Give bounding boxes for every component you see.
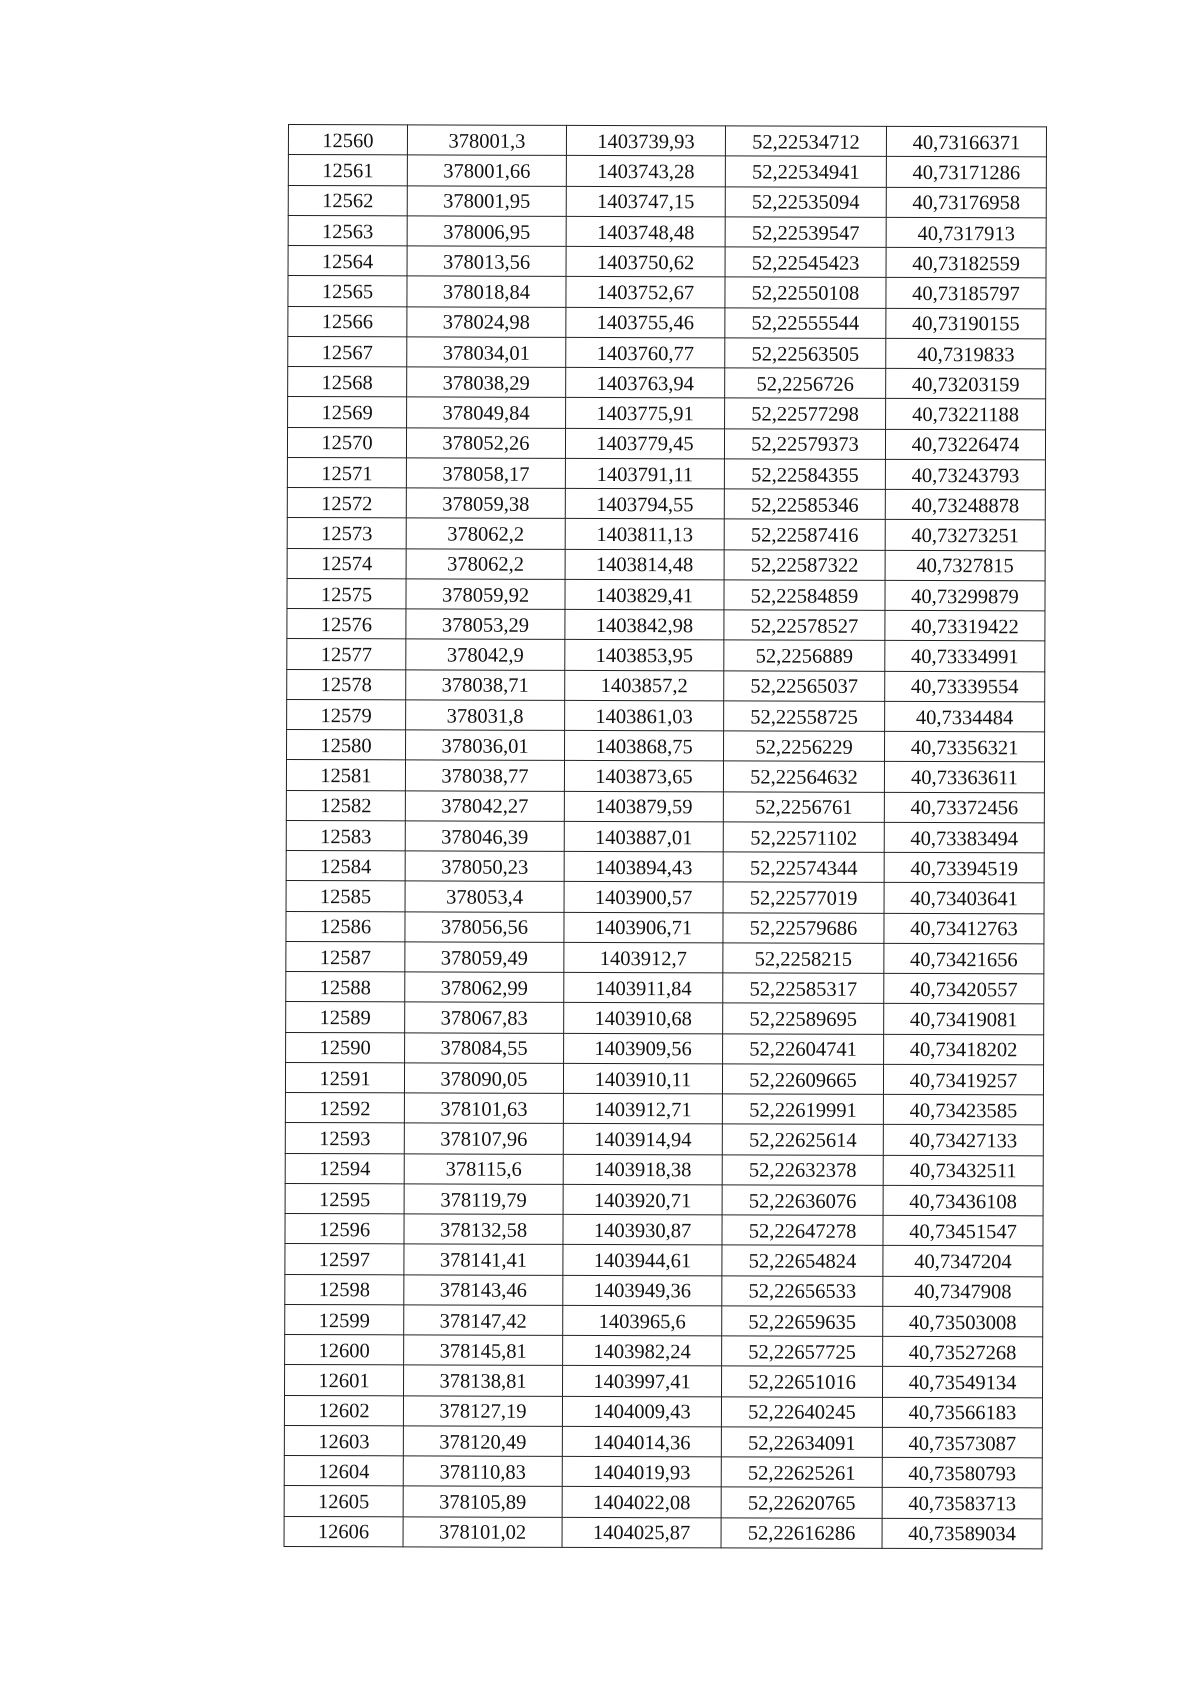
longitude-cell: 40,73339554	[885, 671, 1045, 702]
x-coordinate-cell: 378001,95	[407, 185, 566, 216]
point-number-cell: 12574	[287, 548, 406, 579]
latitude-cell: 52,22625614	[722, 1124, 883, 1155]
y-coordinate-cell: 1403779,45	[565, 428, 724, 459]
table-row	[288, 397, 1046, 430]
table-row	[286, 911, 1044, 944]
x-coordinate-cell: 378147,42	[404, 1305, 563, 1336]
table-row	[286, 971, 1044, 1004]
table-row	[285, 1274, 1043, 1307]
x-coordinate-cell: 378127,19	[403, 1395, 562, 1426]
latitude-cell: 52,22604741	[723, 1033, 884, 1064]
table-row	[287, 729, 1045, 762]
latitude-cell: 52,22657725	[722, 1336, 883, 1367]
table-row	[284, 1425, 1042, 1458]
longitude-cell: 40,73583713	[882, 1488, 1042, 1519]
x-coordinate-cell: 378038,29	[407, 367, 566, 398]
y-coordinate-cell: 1403760,77	[566, 337, 725, 368]
table-row	[285, 1092, 1043, 1125]
longitude-cell: 40,73432511	[883, 1155, 1043, 1186]
point-number-cell: 12570	[287, 427, 406, 458]
point-number-cell: 12562	[288, 185, 407, 216]
point-number-cell: 12600	[285, 1334, 404, 1365]
latitude-cell: 52,22609665	[722, 1064, 883, 1095]
x-coordinate-cell: 378042,27	[405, 790, 564, 821]
x-coordinate-cell: 378067,83	[405, 1002, 564, 1033]
table-row	[284, 1486, 1042, 1519]
latitude-cell: 52,22534712	[725, 126, 886, 157]
x-coordinate-cell: 378024,98	[407, 306, 566, 337]
longitude-cell: 40,73419257	[883, 1064, 1043, 1095]
table-row	[287, 487, 1045, 520]
x-coordinate-cell: 378101,02	[403, 1516, 562, 1547]
longitude-cell: 40,73420557	[884, 973, 1044, 1004]
table-row	[287, 518, 1045, 551]
point-number-cell: 12606	[284, 1516, 403, 1547]
y-coordinate-cell: 1403748,48	[566, 216, 725, 247]
y-coordinate-cell: 1403811,13	[565, 519, 724, 550]
coordinates-table-body	[284, 125, 1046, 1549]
y-coordinate-cell: 1403791,11	[565, 458, 724, 489]
x-coordinate-cell: 378059,92	[406, 579, 565, 610]
y-coordinate-cell: 1403853,95	[565, 640, 724, 671]
x-coordinate-cell: 378052,26	[406, 427, 565, 458]
latitude-cell: 52,22589695	[723, 1003, 884, 1034]
x-coordinate-cell: 378062,2	[406, 548, 565, 579]
y-coordinate-cell: 1404025,87	[562, 1517, 721, 1548]
y-coordinate-cell: 1404022,08	[562, 1487, 721, 1518]
x-coordinate-cell: 378143,46	[404, 1274, 563, 1305]
x-coordinate-cell: 378018,84	[407, 276, 566, 307]
point-number-cell: 12576	[287, 608, 406, 639]
y-coordinate-cell: 1403739,93	[566, 125, 725, 156]
y-coordinate-cell: 1403775,91	[566, 398, 725, 429]
table-row	[287, 427, 1045, 460]
latitude-cell: 52,22647278	[722, 1215, 883, 1246]
longitude-cell: 40,7347908	[883, 1276, 1043, 1307]
x-coordinate-cell: 378050,23	[405, 851, 564, 882]
y-coordinate-cell: 1403997,41	[563, 1366, 722, 1397]
y-coordinate-cell: 1403949,36	[563, 1275, 722, 1306]
y-coordinate-cell: 1403763,94	[566, 367, 725, 398]
table-row	[287, 639, 1045, 672]
table-row	[286, 820, 1044, 853]
longitude-cell: 40,73319422	[885, 610, 1045, 641]
point-number-cell: 12566	[288, 306, 407, 337]
point-number-cell: 12582	[286, 790, 405, 821]
x-coordinate-cell: 378046,39	[405, 821, 564, 852]
latitude-cell: 52,22654824	[722, 1245, 883, 1276]
point-number-cell: 12595	[285, 1183, 404, 1214]
y-coordinate-cell: 1403910,68	[564, 1003, 723, 1034]
point-number-cell: 12580	[287, 729, 406, 760]
x-coordinate-cell: 378038,71	[406, 669, 565, 700]
table-row	[285, 1183, 1043, 1216]
x-coordinate-cell: 378120,49	[403, 1426, 562, 1457]
longitude-cell: 40,73451547	[883, 1215, 1043, 1246]
point-number-cell: 12603	[284, 1425, 403, 1456]
y-coordinate-cell: 1403842,98	[565, 609, 724, 640]
y-coordinate-cell: 1403829,41	[565, 579, 724, 610]
longitude-cell: 40,73334991	[885, 641, 1045, 672]
table-row	[288, 246, 1046, 279]
point-number-cell: 12593	[285, 1123, 404, 1154]
longitude-cell: 40,73421656	[884, 943, 1044, 974]
longitude-cell: 40,73248878	[885, 489, 1045, 520]
latitude-cell: 52,22587322	[724, 549, 885, 580]
longitude-cell: 40,73403641	[884, 883, 1044, 914]
x-coordinate-cell: 378049,84	[407, 397, 566, 428]
x-coordinate-cell: 378031,8	[406, 700, 565, 731]
latitude-cell: 52,22545423	[725, 247, 886, 278]
table-row	[286, 1002, 1044, 1035]
point-number-cell: 12571	[287, 457, 406, 488]
longitude-cell: 40,73372456	[884, 792, 1044, 823]
table-row	[284, 1395, 1042, 1428]
point-number-cell: 12588	[286, 971, 405, 1002]
longitude-cell: 40,73185797	[886, 278, 1046, 309]
table-row	[288, 185, 1046, 218]
x-coordinate-cell: 378107,96	[404, 1123, 563, 1154]
x-coordinate-cell: 378101,63	[404, 1093, 563, 1124]
latitude-cell: 52,22558725	[724, 701, 885, 732]
latitude-cell: 52,2258215	[723, 943, 884, 974]
x-coordinate-cell: 378132,58	[404, 1214, 563, 1245]
y-coordinate-cell: 1403894,43	[564, 851, 723, 882]
table-row	[286, 790, 1044, 823]
longitude-cell: 40,73363611	[884, 762, 1044, 793]
point-number-cell: 12565	[288, 276, 407, 307]
table-row	[288, 125, 1046, 158]
longitude-cell: 40,73436108	[883, 1185, 1043, 1216]
latitude-cell: 52,22577019	[723, 882, 884, 913]
table-row	[285, 1123, 1043, 1156]
longitude-cell: 40,73580793	[882, 1457, 1042, 1488]
point-number-cell: 12572	[287, 487, 406, 518]
y-coordinate-cell: 1404019,93	[562, 1456, 721, 1487]
point-number-cell: 12585	[286, 881, 405, 912]
longitude-cell: 40,73166371	[886, 126, 1046, 157]
latitude-cell: 52,22571102	[723, 822, 884, 853]
y-coordinate-cell: 1404009,43	[562, 1396, 721, 1427]
y-coordinate-cell: 1403873,65	[564, 761, 723, 792]
longitude-cell: 40,73573087	[882, 1427, 1042, 1458]
table-row	[285, 1213, 1043, 1246]
point-number-cell: 12594	[285, 1153, 404, 1184]
longitude-cell: 40,73226474	[885, 429, 1045, 460]
point-number-cell: 12561	[288, 155, 407, 186]
longitude-cell: 40,73190155	[886, 308, 1046, 339]
x-coordinate-cell: 378036,01	[406, 730, 565, 761]
longitude-cell: 40,73176958	[886, 187, 1046, 218]
x-coordinate-cell: 378013,56	[407, 246, 566, 277]
point-number-cell: 12581	[286, 760, 405, 791]
y-coordinate-cell: 1403794,55	[565, 488, 724, 519]
table-row	[288, 276, 1046, 309]
latitude-cell: 52,22565037	[724, 670, 885, 701]
y-coordinate-cell: 1404014,36	[562, 1426, 721, 1457]
longitude-cell: 40,73419081	[884, 1004, 1044, 1035]
point-number-cell: 12569	[288, 397, 407, 428]
table-row	[286, 941, 1044, 974]
x-coordinate-cell: 378056,56	[405, 911, 564, 942]
x-coordinate-cell: 378084,55	[405, 1032, 564, 1063]
point-number-cell: 12584	[286, 850, 405, 881]
table-row	[285, 1153, 1043, 1186]
latitude-cell: 52,22574344	[723, 852, 884, 883]
table-row	[286, 760, 1044, 793]
x-coordinate-cell: 378105,89	[403, 1486, 562, 1517]
x-coordinate-cell: 378042,9	[406, 639, 565, 670]
x-coordinate-cell: 378062,99	[405, 972, 564, 1003]
longitude-cell: 40,73549134	[883, 1367, 1043, 1398]
table-row	[286, 1032, 1044, 1065]
y-coordinate-cell: 1403747,15	[566, 186, 725, 217]
longitude-cell: 40,73171286	[886, 157, 1046, 188]
y-coordinate-cell: 1403944,61	[563, 1245, 722, 1276]
x-coordinate-cell: 378090,05	[404, 1063, 563, 1094]
point-number-cell: 12583	[286, 820, 405, 851]
latitude-cell: 52,22578527	[724, 610, 885, 641]
latitude-cell: 52,22555544	[725, 307, 886, 338]
y-coordinate-cell: 1403930,87	[563, 1214, 722, 1245]
point-number-cell: 12578	[287, 669, 406, 700]
x-coordinate-cell: 378059,49	[405, 942, 564, 973]
table-row	[284, 1455, 1042, 1488]
longitude-cell: 40,73412763	[884, 913, 1044, 944]
longitude-cell: 40,73527268	[883, 1336, 1043, 1367]
table-row	[288, 336, 1046, 369]
latitude-cell: 52,2256726	[725, 368, 886, 399]
x-coordinate-cell: 378038,77	[405, 760, 564, 791]
point-number-cell: 12568	[288, 367, 407, 398]
y-coordinate-cell: 1403982,24	[563, 1335, 722, 1366]
point-number-cell: 12579	[287, 699, 406, 730]
table-row	[288, 306, 1046, 339]
longitude-cell: 40,73383494	[884, 822, 1044, 853]
y-coordinate-cell: 1403912,7	[564, 942, 723, 973]
latitude-cell: 52,22659635	[722, 1306, 883, 1337]
latitude-cell: 52,22636076	[722, 1185, 883, 1216]
y-coordinate-cell: 1403914,94	[563, 1124, 722, 1155]
table-row	[288, 155, 1046, 188]
latitude-cell: 52,22564632	[723, 761, 884, 792]
point-number-cell: 12604	[284, 1455, 403, 1486]
point-number-cell: 12605	[284, 1486, 403, 1517]
table-row	[288, 367, 1046, 400]
longitude-cell: 40,7319833	[886, 338, 1046, 369]
y-coordinate-cell: 1403743,28	[566, 156, 725, 187]
y-coordinate-cell: 1403857,2	[565, 670, 724, 701]
table-row	[285, 1365, 1043, 1398]
longitude-cell: 40,73418202	[884, 1034, 1044, 1065]
y-coordinate-cell: 1403918,38	[563, 1154, 722, 1185]
latitude-cell: 52,2256229	[724, 731, 885, 762]
point-number-cell: 12577	[287, 639, 406, 670]
longitude-cell: 40,73589034	[882, 1518, 1042, 1549]
table-row	[285, 1304, 1043, 1337]
y-coordinate-cell: 1403965,6	[563, 1305, 722, 1336]
longitude-cell: 40,73243793	[885, 459, 1045, 490]
point-number-cell: 12564	[288, 246, 407, 277]
x-coordinate-cell: 378053,29	[406, 609, 565, 640]
table-row	[287, 669, 1045, 702]
latitude-cell: 52,22579373	[724, 428, 885, 459]
table-row	[284, 1516, 1042, 1549]
point-number-cell: 12590	[286, 1032, 405, 1063]
latitude-cell: 52,22656533	[722, 1275, 883, 1306]
point-number-cell: 12598	[285, 1274, 404, 1305]
point-number-cell: 12586	[286, 911, 405, 942]
y-coordinate-cell: 1403910,11	[563, 1063, 722, 1094]
y-coordinate-cell: 1403906,71	[564, 912, 723, 943]
latitude-cell: 52,2256761	[723, 791, 884, 822]
point-number-cell: 12601	[285, 1365, 404, 1396]
x-coordinate-cell: 378110,83	[403, 1456, 562, 1487]
latitude-cell: 52,22550108	[725, 277, 886, 308]
latitude-cell: 52,22577298	[725, 398, 886, 429]
y-coordinate-cell: 1403814,48	[565, 549, 724, 580]
x-coordinate-cell: 378138,81	[404, 1365, 563, 1396]
x-coordinate-cell: 378058,17	[406, 458, 565, 489]
latitude-cell: 52,22619991	[722, 1094, 883, 1125]
point-number-cell: 12587	[286, 941, 405, 972]
longitude-cell: 40,7347204	[883, 1246, 1043, 1277]
latitude-cell: 52,22616286	[721, 1517, 882, 1548]
point-number-cell: 12560	[288, 125, 407, 156]
y-coordinate-cell: 1403912,71	[563, 1093, 722, 1124]
latitude-cell: 52,22632378	[722, 1154, 883, 1185]
point-number-cell: 12575	[287, 578, 406, 609]
point-number-cell: 12597	[285, 1244, 404, 1275]
longitude-cell: 40,73356321	[884, 731, 1044, 762]
latitude-cell: 52,22651016	[722, 1366, 883, 1397]
x-coordinate-cell: 378034,01	[407, 337, 566, 368]
latitude-cell: 52,22585346	[724, 489, 885, 520]
y-coordinate-cell: 1403879,59	[564, 791, 723, 822]
latitude-cell: 52,22585317	[723, 973, 884, 1004]
table-row	[285, 1062, 1043, 1095]
latitude-cell: 52,22535094	[725, 186, 886, 217]
y-coordinate-cell: 1403911,84	[564, 972, 723, 1003]
longitude-cell: 40,73182559	[886, 247, 1046, 278]
latitude-cell: 52,22584355	[724, 459, 885, 490]
x-coordinate-cell: 378006,95	[407, 216, 566, 247]
x-coordinate-cell: 378001,3	[407, 125, 566, 156]
longitude-cell: 40,73273251	[885, 520, 1045, 551]
x-coordinate-cell: 378062,2	[406, 518, 565, 549]
table-row	[286, 850, 1044, 883]
latitude-cell: 52,22579686	[723, 912, 884, 943]
latitude-cell: 52,22620765	[721, 1487, 882, 1518]
latitude-cell: 52,22539547	[725, 217, 886, 248]
longitude-cell: 40,7317913	[886, 217, 1046, 248]
x-coordinate-cell: 378145,81	[404, 1335, 563, 1366]
point-number-cell: 12602	[284, 1395, 403, 1426]
latitude-cell: 52,22584859	[724, 580, 885, 611]
y-coordinate-cell: 1403755,46	[566, 307, 725, 338]
x-coordinate-cell: 378001,66	[407, 155, 566, 186]
longitude-cell: 40,73427133	[883, 1125, 1043, 1156]
x-coordinate-cell: 378059,38	[406, 488, 565, 519]
longitude-cell: 40,73503008	[883, 1306, 1043, 1337]
y-coordinate-cell: 1403887,01	[564, 821, 723, 852]
latitude-cell: 52,22534941	[725, 156, 886, 187]
latitude-cell: 52,22563505	[725, 338, 886, 369]
coordinates-table	[284, 124, 1047, 1549]
y-coordinate-cell: 1403900,57	[564, 882, 723, 913]
y-coordinate-cell: 1403868,75	[565, 730, 724, 761]
latitude-cell: 52,22587416	[724, 519, 885, 550]
latitude-cell: 52,22625261	[721, 1457, 882, 1488]
point-number-cell: 12591	[285, 1062, 404, 1093]
table-row	[285, 1334, 1043, 1367]
point-number-cell: 12573	[287, 518, 406, 549]
longitude-cell: 40,73394519	[884, 852, 1044, 883]
point-number-cell: 12596	[285, 1213, 404, 1244]
longitude-cell: 40,73221188	[886, 399, 1046, 430]
latitude-cell: 52,2256889	[724, 640, 885, 671]
table-row	[287, 578, 1045, 611]
y-coordinate-cell: 1403861,03	[565, 700, 724, 731]
longitude-cell: 40,73299879	[885, 580, 1045, 611]
latitude-cell: 52,22634091	[721, 1427, 882, 1458]
longitude-cell: 40,73566183	[882, 1397, 1042, 1428]
latitude-cell: 52,22640245	[721, 1396, 882, 1427]
table-row	[287, 457, 1045, 490]
point-number-cell: 12599	[285, 1304, 404, 1335]
x-coordinate-cell: 378115,6	[404, 1153, 563, 1184]
y-coordinate-cell: 1403750,62	[566, 246, 725, 277]
longitude-cell: 40,7327815	[885, 550, 1045, 581]
longitude-cell: 40,73423585	[883, 1094, 1043, 1125]
table-row	[285, 1244, 1043, 1277]
point-number-cell: 12592	[285, 1092, 404, 1123]
table-row	[287, 608, 1045, 641]
point-number-cell: 12567	[288, 336, 407, 367]
y-coordinate-cell: 1403920,71	[563, 1184, 722, 1215]
x-coordinate-cell: 378053,4	[405, 881, 564, 912]
table-row	[288, 215, 1046, 248]
y-coordinate-cell: 1403752,67	[566, 277, 725, 308]
point-number-cell: 12589	[286, 1002, 405, 1033]
longitude-cell: 40,73203159	[886, 368, 1046, 399]
x-coordinate-cell: 378119,79	[404, 1184, 563, 1215]
table-row	[287, 699, 1045, 732]
x-coordinate-cell: 378141,41	[404, 1244, 563, 1275]
table-row	[286, 881, 1044, 914]
point-number-cell: 12563	[288, 215, 407, 246]
y-coordinate-cell: 1403909,56	[564, 1033, 723, 1064]
table-row	[287, 548, 1045, 581]
longitude-cell: 40,7334484	[885, 701, 1045, 732]
